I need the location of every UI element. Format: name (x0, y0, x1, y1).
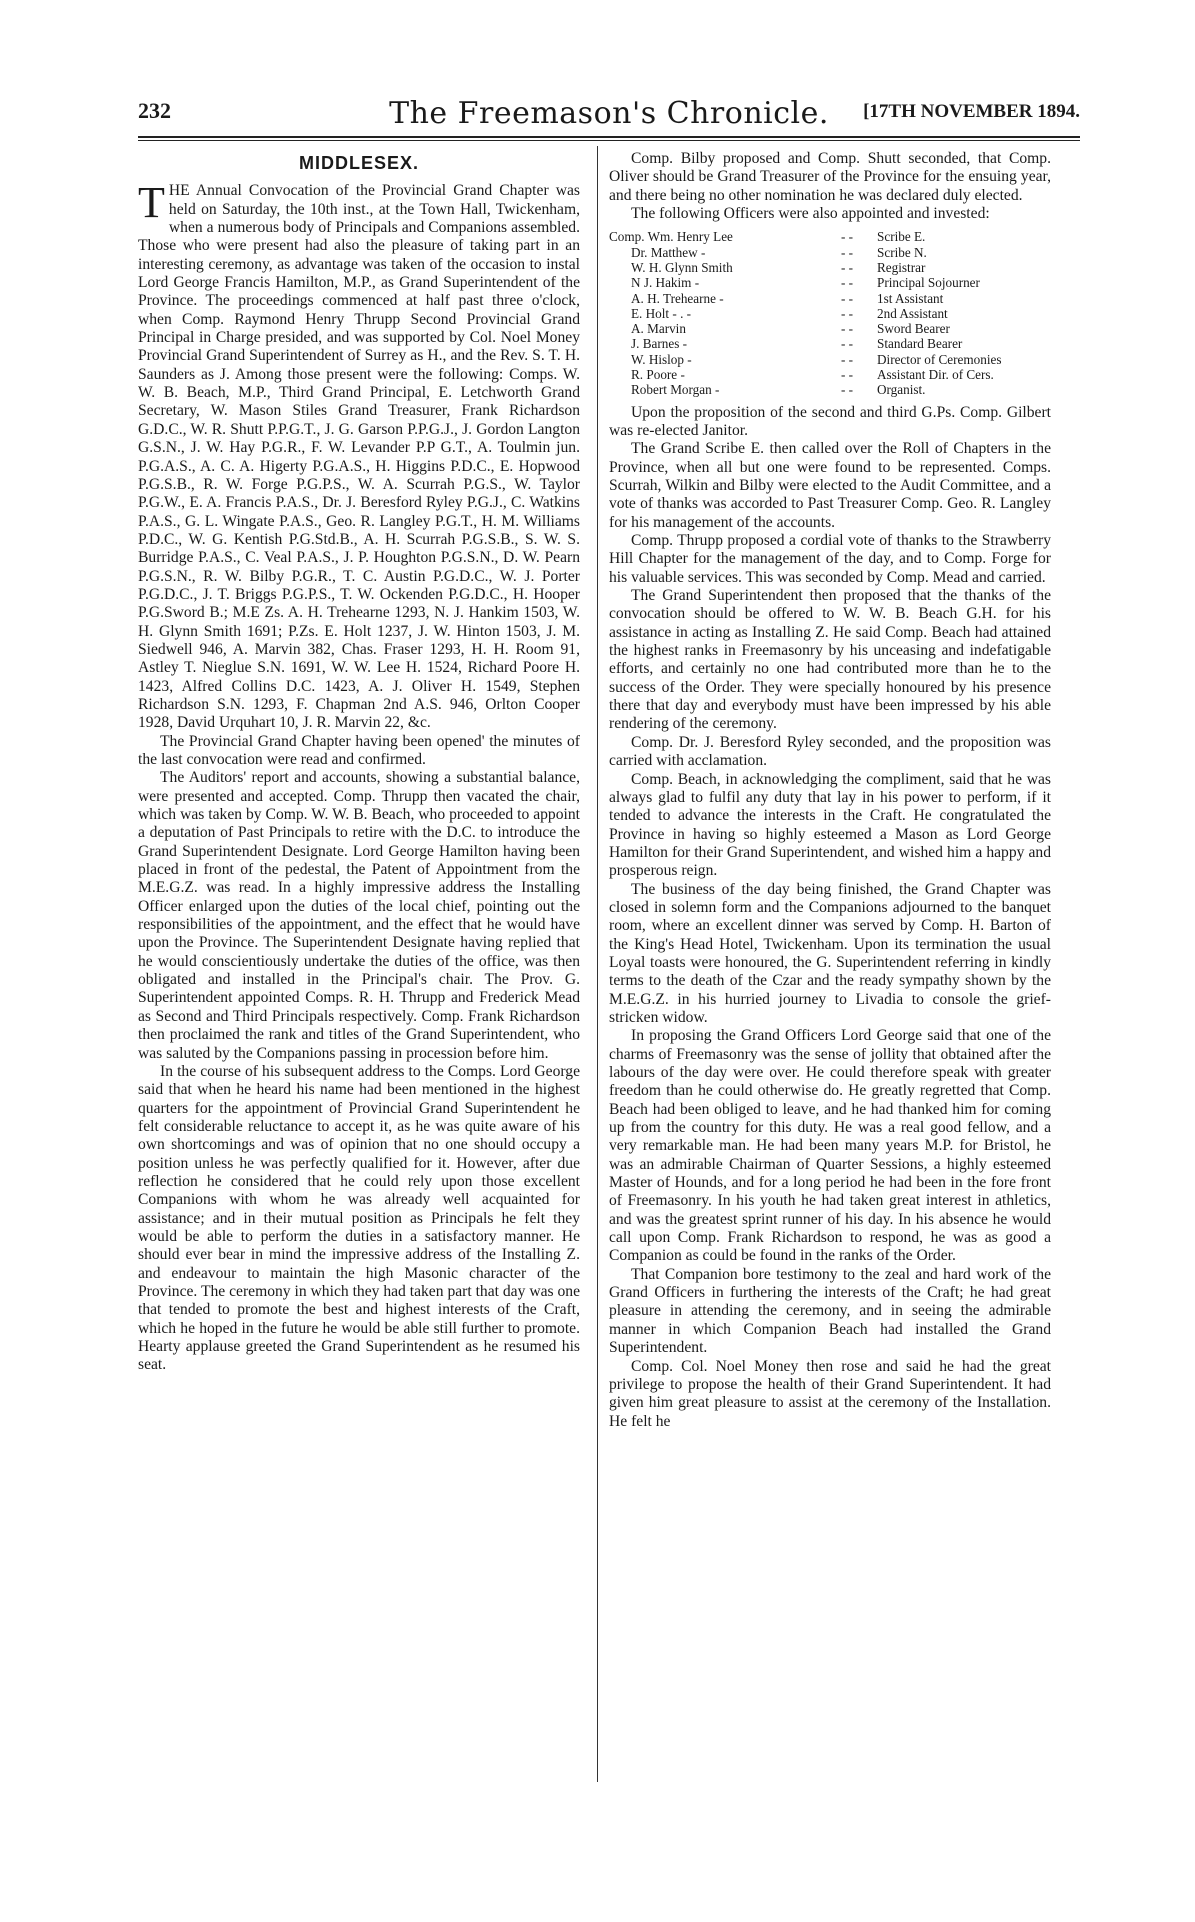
officer-leader: - - (840, 305, 854, 321)
officer-row (609, 306, 1051, 321)
article-paragraph: Comp. Col. Noel Money then rose and said he had the great privilege to propose the health of their Grand Superintendent. It had given him great pleasure to assist at the ceremony of the Installation. He felt he (609, 1357, 1051, 1430)
officer-row (609, 382, 1051, 397)
article-paragraph: The Provincial Grand Chapter having been opened' the minutes of the last convocation were read and confirmed. (138, 732, 580, 768)
article-paragraph: That Companion bore testimony to the zeal and hard work of the Grand Officers in furthering the interests of the Craft; he had great pleasure in attending the ceremony, and in seeing the admirable manner in which Companion Beach had installed the Grand Superintendent. (609, 1265, 1051, 1357)
officer-office: 2nd Assistant (877, 305, 948, 321)
officer-row (609, 291, 1051, 306)
officer-name: W. H. Glynn Smith (631, 259, 733, 275)
officer-office: Director of Ceremonies (877, 351, 1002, 367)
officer-leader: - - (840, 382, 854, 398)
officer-row (609, 336, 1051, 351)
officer-leader: - - (840, 367, 854, 383)
officer-name: Robert Morgan - (631, 382, 720, 398)
officer-leader: - - (840, 351, 854, 367)
article-paragraph: Comp. Thrupp proposed a cordial vote of thanks to the Strawberry Hill Chapter for the management of the day, and to Comp. Forge for his valuable services. This was seconded by Comp. Mead and carried. (609, 532, 1051, 586)
page-header (138, 96, 1080, 130)
officer-row (609, 229, 1051, 244)
right-column (609, 150, 1051, 1431)
officer-leader: - - (840, 244, 854, 260)
article-paragraph: Upon the proposition of the second and third G.Ps. Comp. Gilbert was re-elected Janitor. (609, 403, 1051, 439)
column-divider (597, 146, 598, 1782)
officer-office: Sword Bearer (877, 321, 950, 337)
officer-row (609, 260, 1051, 275)
officer-name: R. Poore - (631, 367, 685, 383)
page-number: 232 (138, 98, 171, 123)
left-column-body (138, 178, 580, 1374)
officer-office: 1st Assistant (877, 290, 944, 306)
article-paragraph: The Grand Scribe E. then called over the Roll of Chapters in the Province, when all but one were found to be represented. Comps. Scurrah, Wilkin and Bilby were elected to the Audit Committee, and a vote of thanks was accorded to Past Treasurer Comp. Geo. R. Langley for his management of the accounts. (609, 440, 1051, 531)
officer-name: E. Holt - . - (631, 305, 692, 321)
drop-cap: T (138, 178, 165, 228)
officer-name: Comp. Wm. Henry Lee (609, 229, 733, 245)
issue-date: [17TH NOVEMBER 1894. (863, 101, 1080, 122)
article-paragraph: Comp. Beach, in acknowledging the compliment, said that he was always glad to fulfil any duty that lay in his power to perform, if it tended to advance the interests in the Craft. He congratulated the Province in having so highly esteemed a Mason as Lord George Hamilton for their Grand Superintendent, and wished him a happy and prosperous reign. (609, 770, 1051, 880)
publication-title: The Freemason's Chronicle. (389, 96, 829, 131)
officer-leader: - - (840, 290, 854, 306)
officer-office: Standard Bearer (877, 336, 963, 352)
right-column-body (609, 404, 1051, 1431)
officer-leader: - - (840, 336, 854, 352)
article-title: MIDDLESEX. (298, 153, 419, 173)
officer-row (609, 321, 1051, 336)
header-rule-thin (138, 140, 1080, 141)
header-rule (138, 136, 1080, 138)
article-paragraph: Comp. Dr. J. Beresford Ryley seconded, and the proposition was carried with acclamation. (609, 733, 1051, 770)
paragraph-text: HE Annual Convocation of the Provincial Grand Chapter was held on Saturday, the 10th inst., at the Town Hall, Twickenham, when a numerous body of Principals and Companions assembled. Those who were present had also the pleasure of taking part in an interesting ceremony, as advantage was taken of the occasion to instal Lord George Francis Hamilton, M.P., as Grand Superintendent of the Province. The proceedings commenced at half past three o'clock, when Comp. Raymond Henry Thrupp Second Provincial Grand Principal in Charge presided, and was supported by Col. Noel Money Provincial Grand Superintendent of Surrey as H., and the Rev. S. T. H. Saunders as J. Among those present were the following: Comps. W. W. B. Beach, M.P., Third Grand Principal, E. Letchworth Grand Secretary, W. Mason Stiles Grand Treasurer, Frank Richardson G.D.C., W. R. Shutt P.P.G.T., J. G. Garson P.P.G.J., J. Gordon Langton G.S.N., J. W. Hay P.G.R., F. W. Levander P.P G.T., A. Toulmin jun. P.G.A.S., A. C. A. Higerty P.G.A.S., H. Higgins P.D.C., E. Hopwood P.G.S.B., R. W. Forge P.G.P.S., W. A. Scurrah P.G.S., W. Taylor P.G.W., E. A. Francis P.A.S., Dr. J. Beresford Ryley P.G.J., C. Watkins P.A.S., G. L. Wingate P.A.S., Geo. R. Langley P.G.T., H. M. Williams P.D.C., W. G. Kentish P.G.Std.B., A. H. Scurrah P.G.S.B., S. W. S. Burridge P.A.S., C. Veal P.A.S., J. P. Houghton P.G.S.N., D. W. Pearn P.G.S.N., R. W. Bilby P.G.R., T. C. Austin P.G.D.C., W. J. Porter P.G.D.C., J. T. Briggs P.G.P.S., T. W. Ockenden P.G.D.C., H. Hooper P.G.Sword B.; M.E Zs. A. H. Trehearne 1293, N. J. Hankim 1503, W. H. Glynn Smith 1691; P.Zs. E. Holt 1237, J. W. Hinton 1503, J. M. Siedwell 946, A. Marvin 382, Chas. Fraser 1293, H. H. Room 91, Astley T. Nieglue S.N. 1691, W. W. Lee H. 1524, Richard Poore H. 1423, Alfred Collins D.C. 1423, A. J. Oliver H. 1549, Stephen Richardson S.N. 1293, F. Chapman 2nd A.S. 946, Orlton Cooper 1928, David Urquhart 10, J. R. Marvin 22, &c. (138, 182, 580, 732)
officer-name: N J. Hakim - (631, 275, 700, 291)
officer-name: W. Hislop - (631, 351, 692, 367)
article-paragraph: The Auditors' report and accounts, showing a substantial balance, were presented and accepted. Comp. Thrupp then vacated the chair, which was taken by Comp. W. W. B. Beach, who proceeded to appoint a deputation of Past Principals to retire with the D.C. to introduce the Grand Superintendent Designate. Lord George Hamilton having been placed in front of the pedestal, the Patent of Appointment from the M.E.G.Z. was read. In a highly impressive address the Installing Officer enlarged upon the duties of the local chief, pointing out the responsibilities of the appointment, and the effect that he would have upon the Province. The Superintendent Designate having replied that he would conscientiously undertake the duties of the office, was then obligated and installed in the Principal's chair. The Prov. G. Superintendent appointed Comps. R. H. Thrupp and Frederick Mead as Second and Third Principals respectively. Comp. Frank Richardson then proclaimed the rank and titles of the Grand Superintendent, who was saluted by the Companions passing in procession before him. (138, 769, 580, 1062)
officer-name: A. H. Trehearne - (631, 290, 724, 306)
article-paragraph: In the course of his subsequent address to the Comps. Lord George said that when he heard his name had been mentioned in the highest quarters for the appointment of Provincial Grand Superintendent he felt considerable reluctance to accept it, as he was quite aware of his own shortcomings and was of opinion that no one should occupy a position unless he was perfectly qualified for it. However, after due reflection he considered that he could rely upon those excellent Companions with whom he was already well acquainted for assistance; and in their mutual position as Principals he felt they would be able to perform the duties in a satisfactory manner. He should ever bear in mind the impressive address of the Installing Z. and endeavour to maintain the high Masonic character of the Province. The ceremony in which they had taken part that day was one that tended to promote the best and highest interests of the Craft, which he hoped in the future he would be able still further to promote. Hearty applause greeted the Grand Superintendent as he resumed his seat. (138, 1062, 580, 1374)
article-paragraph: Comp. Bilby proposed and Comp. Shutt seconded, that Comp. Oliver should be Grand Treasurer of the Province for the ensuing year, and there being no other nomination he was declared duly elected. (609, 150, 1051, 204)
officer-row (609, 367, 1051, 382)
left-column (138, 150, 580, 1375)
officer-name: A. Marvin (631, 321, 686, 337)
article-paragraph: In proposing the Grand Officers Lord George said that one of the charms of Freemasonry was the sense of jollity that obtained after the labours of the day were over. He could therefore speak with greater freedom than he could otherwise do. He greatly regretted that Comp. Beach had been obliged to leave, and he had thanked him for coming up from the country for this duty. He was a real good fellow, and a very remarkable man. He had been many years M.P. for Bristol, he was an admirable Chairman of Quarter Sessions, a highly esteemed Master of Hounds, and for a long period he had been in the fore front of Freemasonry. In his youth he had taken great interest in athletics, and was the greatest sprint runner of his day. In his absence he would call upon Comp. Frank Richardson to respond, he was as good a Companion as could be found in the ranks of the Order. (609, 1027, 1051, 1265)
officer-leader: - - (840, 321, 854, 337)
article-paragraph (138, 178, 580, 732)
officers-list (609, 229, 1051, 397)
officer-office: Registrar (877, 259, 926, 275)
officer-leader: - - (840, 259, 854, 275)
officer-office: Assistant Dir. of Cers. (877, 367, 994, 383)
article-paragraph: The following Officers were also appointed and invested: (631, 205, 990, 223)
officer-row (609, 275, 1051, 290)
right-column-intro (609, 150, 1051, 223)
officer-office: Scribe E. (877, 229, 926, 245)
article-paragraph: The business of the day being finished, the Grand Chapter was closed in solemn form and the Companions adjourned to the banquet room, where an excellent dinner was served by Comp. H. Barton of the King's Head Hotel, Twickenham. Upon its termination the usual Loyal toasts were honoured, the G. Superintendent referring in kindly terms to the death of the Czar and the ready sympathy shown by the M.E.G.Z. in his hurried journey to Livadia to console the grief-stricken widow. (609, 880, 1051, 1026)
officer-row (609, 245, 1051, 260)
officer-leader: - - (840, 275, 854, 291)
officer-name: Dr. Matthew - (631, 244, 706, 260)
officer-office: Principal Sojourner (877, 275, 980, 291)
officer-office: Scribe N. (877, 244, 927, 260)
officer-row (609, 352, 1051, 367)
officer-name: J. Barnes - (631, 336, 688, 352)
officer-office: Organist. (877, 382, 926, 398)
article-paragraph: The Grand Superintendent then proposed that the thanks of the convocation should be offered to W. W. B. Beach G.H. for his assistance in acting as Installing Z. He said Comp. Beach had attained the highest ranks in Freemasonry by his unceasing and indefatigable efforts, and certainly no one had contributed more than he to the success of the Order. They were specially honoured by his presence there that day and everybody must have been impressed by his able rendering of the ceremony. (609, 587, 1051, 733)
officer-leader: - - (840, 229, 854, 245)
